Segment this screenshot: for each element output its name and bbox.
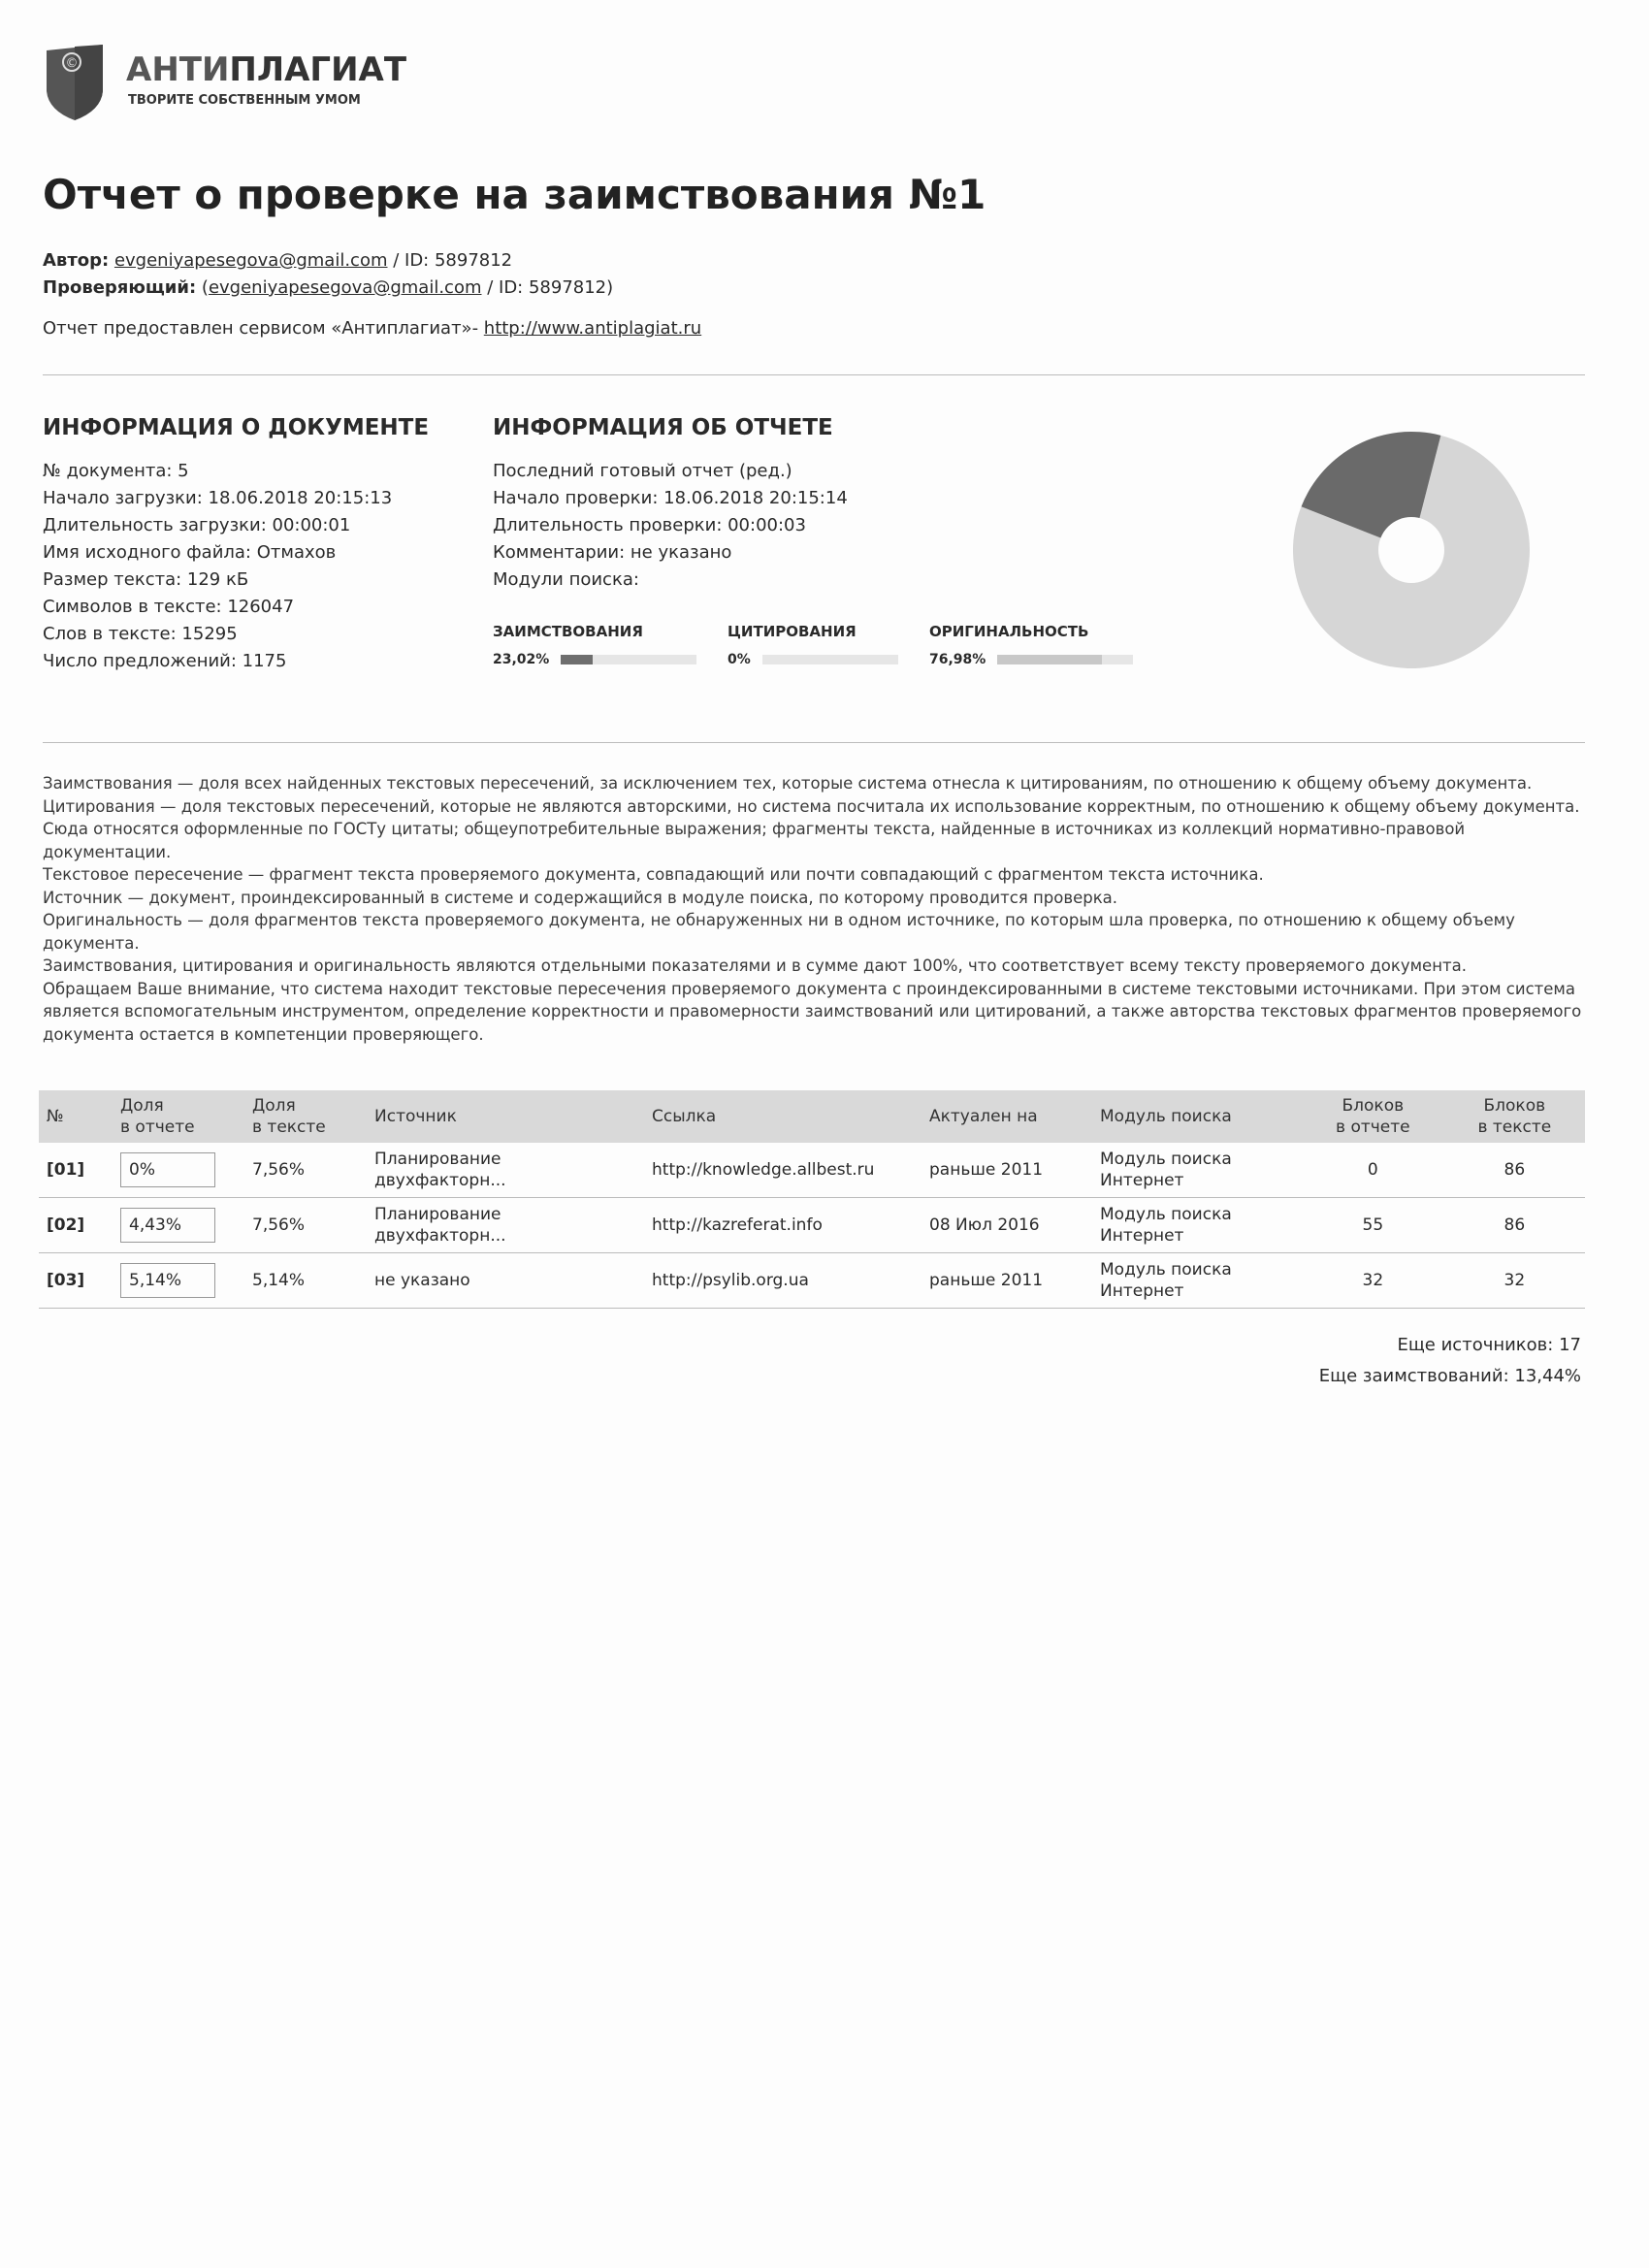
doc-info-line: Символов в тексте: 126047 (43, 597, 295, 617)
row-share-report[interactable]: 5,14% (120, 1263, 215, 1298)
stat-value: 0% (728, 652, 751, 667)
row-share-report-cell (113, 1143, 244, 1198)
col-date: Актуален на (922, 1090, 1092, 1143)
stat-citations (728, 623, 898, 667)
col-blocks-report: Блоков в отчете (1302, 1090, 1444, 1143)
col-source: Источник (367, 1090, 644, 1143)
row-module: Модуль поиска Интернет (1092, 1198, 1302, 1253)
logo-tagline: ТВОРИТЕ СОБСТВЕННЫМ УМОМ (128, 93, 361, 108)
definitions (43, 772, 1595, 1046)
definition-borrowings: Заимствования — доля всех найденных текстовых пересечений, за исключением тех, которые система отнесла к цитированиям, по отношению к общему объему документа. (43, 774, 1533, 793)
stat-bar-fill (561, 655, 592, 664)
table-row[interactable] (39, 1198, 1585, 1253)
row-blocks-text: 86 (1444, 1143, 1585, 1198)
row-num: [01] (39, 1143, 113, 1198)
row-source[interactable]: Планирование двухфакторн... (367, 1143, 644, 1198)
row-link[interactable]: http://psylib.org.ua (644, 1253, 922, 1309)
reviewer-label: Проверяющий: (43, 277, 197, 298)
divider (43, 374, 1585, 375)
col-share-report: Доля в отчете (113, 1090, 244, 1143)
stat-value: 23,02% (493, 652, 550, 667)
row-share-report-cell (113, 1198, 244, 1253)
doc-info-line: № документа: 5 (43, 461, 189, 481)
logo-name-light: АНТИ (126, 50, 230, 89)
row-link[interactable]: http://knowledge.allbest.ru (644, 1143, 922, 1198)
row-share-text: 5,14% (244, 1253, 367, 1309)
report-info-line: Модули поиска: (493, 569, 639, 590)
doc-info-heading: ИНФОРМАЦИЯ О ДОКУМЕНТЕ (43, 415, 430, 440)
row-share-text: 7,56% (244, 1143, 367, 1198)
report-info-line: Последний готовый отчет (ред.) (493, 461, 792, 481)
row-share-report[interactable]: 0% (120, 1152, 215, 1187)
more-sources: Еще источников: 17 (1397, 1335, 1581, 1355)
table-row[interactable] (39, 1143, 1585, 1198)
author-email-link[interactable]: evgeniyapesegova@gmail.com (113, 250, 388, 271)
row-link[interactable]: http://kazreferat.info (644, 1198, 922, 1253)
doc-info-line: Начало загрузки: 18.06.2018 20:15:13 (43, 488, 393, 508)
row-source[interactable]: не указано (367, 1253, 644, 1309)
row-module: Модуль поиска Интернет (1092, 1143, 1302, 1198)
more-borrowings: Еще заимствований: 13,44% (1318, 1366, 1581, 1386)
row-share-report-cell (113, 1253, 244, 1309)
row-module: Модуль поиска Интернет (1092, 1253, 1302, 1309)
row-blocks-report: 0 (1302, 1143, 1444, 1198)
logo-name-bold: ПЛАГИАТ (229, 50, 407, 89)
pie-hole (1378, 517, 1444, 583)
definition-originality: Оригинальность — доля фрагментов текста проверяемого документа, не обнаруженных ни в одном источнике, по которым шла проверка, по отношению к общему объему документа. (43, 911, 1515, 953)
stat-borrowings (493, 623, 696, 667)
author-line (43, 250, 512, 271)
stat-bar (561, 655, 696, 664)
definition-citations: Цитирования — доля текстовых пересечений, которые не являются авторскими, но система посчитала их использование корректным, по отношению к общему объему документа. Сюда относятся оформленные по ГОСТу цитаты; общеупотребительные выражения; фрагменты текста, найденные в источниках из коллекций нормативно-правовой документации. (43, 796, 1580, 861)
antiplagiat-link[interactable]: http://www.antiplagiat.ru (483, 318, 702, 339)
row-blocks-report: 55 (1302, 1198, 1444, 1253)
row-blocks-text: 86 (1444, 1198, 1585, 1253)
doc-info-list (43, 458, 392, 675)
doc-info-line: Имя исходного файла: Отмахов (43, 542, 337, 563)
row-num: [02] (39, 1198, 113, 1253)
row-share-report[interactable]: 4,43% (120, 1208, 215, 1243)
author-label: Автор: (43, 250, 110, 271)
doc-info-line: Слов в тексте: 15295 (43, 624, 238, 644)
definition-intersection: Текстовое пересечение — фрагмент текста проверяемого документа, совпадающий или почти совпадающий с фрагментом текста источника. (43, 865, 1264, 884)
stat-label: ЗАИМСТВОВАНИЯ (493, 623, 643, 640)
provided-text: Отчет предоставлен сервисом «Антиплагиат»- (43, 318, 484, 339)
stat-label: ЦИТИРОВАНИЯ (728, 623, 857, 640)
svg-text:©: © (65, 56, 79, 71)
antiplagiat-logo-shield-icon (43, 43, 107, 122)
originality-pie-chart (1290, 429, 1533, 671)
row-blocks-text: 32 (1444, 1253, 1585, 1309)
reviewer-email-link[interactable]: evgeniyapesegova@gmail.com (208, 277, 482, 298)
stat-label: ОРИГИНАЛЬНОСТЬ (929, 623, 1089, 640)
definition-notice: Обращаем Ваше внимание, что система находит текстовые пересечения проверяемого документа с проиндексированными в системе текстовыми источниками. При этом система является вспомогательным инструментом, определение корректности и правомерности заимствований или цитирований, а также авторства текстовых фрагментов проверяемого документа остается в компетенции проверяющего. (43, 979, 1582, 1044)
table-header-row (39, 1090, 1585, 1143)
col-share-text: Доля в тексте (244, 1090, 367, 1143)
stat-bar (762, 655, 898, 664)
doc-info-line: Размер текста: 129 кБ (43, 569, 249, 590)
col-num: № (39, 1090, 113, 1143)
reviewer-id: / ID: 5897812) (481, 277, 614, 298)
sources-table (39, 1090, 1585, 1309)
definition-source: Источник — документ, проиндексированный в системе и содержащийся в модуле поиска, по которому проводится проверка. (43, 888, 1118, 907)
table-row[interactable] (39, 1253, 1585, 1309)
doc-info-line: Число предложений: 1175 (43, 651, 287, 671)
col-module: Модуль поиска (1092, 1090, 1302, 1143)
stat-bar (997, 655, 1133, 664)
report-info-line: Длительность проверки: 00:00:03 (493, 515, 806, 535)
report-info-line: Начало проверки: 18.06.2018 20:15:14 (493, 488, 848, 508)
reviewer-line (43, 277, 613, 298)
stat-originality (929, 623, 1133, 667)
row-num: [03] (39, 1253, 113, 1309)
stat-bar-fill (997, 655, 1102, 664)
author-id: / ID: 5897812 (387, 250, 513, 271)
report-info-heading: ИНФОРМАЦИЯ ОБ ОТЧЕТЕ (493, 415, 833, 440)
row-share-text: 7,56% (244, 1198, 367, 1253)
row-date: раньше 2011 (922, 1143, 1092, 1198)
divider (43, 742, 1585, 743)
report-info-line: Комментарии: не указано (493, 542, 732, 563)
provided-line (43, 318, 701, 339)
row-date: раньше 2011 (922, 1253, 1092, 1309)
logo-name (126, 50, 406, 89)
col-blocks-text: Блоков в тексте (1444, 1090, 1585, 1143)
report-info-list (493, 458, 848, 594)
row-source[interactable]: Планирование двухфакторн... (367, 1198, 644, 1253)
page-title: Отчет о проверке на заимствования №1 (43, 171, 986, 218)
doc-info-line: Длительность загрузки: 00:00:01 (43, 515, 351, 535)
col-link: Ссылка (644, 1090, 922, 1143)
definition-sum: Заимствования, цитирования и оригинальность являются отдельными показателями и в сумме дают 100%, что соответствует всему тексту проверяемого документа. (43, 956, 1467, 975)
stat-value: 76,98% (929, 652, 986, 667)
row-date: 08 Июл 2016 (922, 1198, 1092, 1253)
row-blocks-report: 32 (1302, 1253, 1444, 1309)
reviewer-prefix: ( (196, 277, 209, 298)
